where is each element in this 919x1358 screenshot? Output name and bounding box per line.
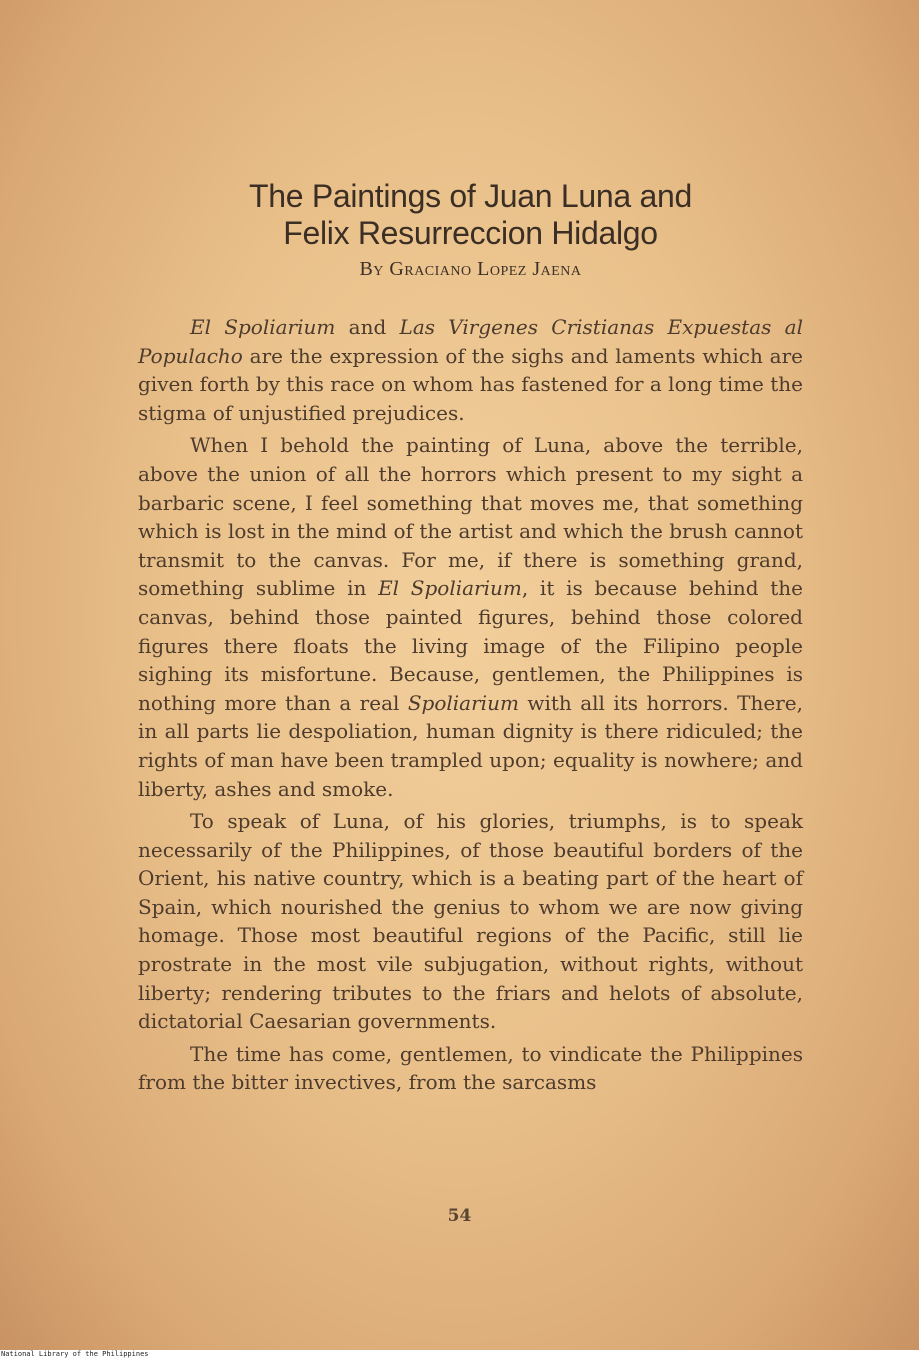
paragraph: [138, 431, 803, 803]
article-title-line-1: The Paintings of Juan Luna and: [249, 178, 692, 214]
paragraph: [138, 1040, 803, 1097]
italic-text-span: El Spoliarium: [190, 315, 336, 339]
text-span: with all its horrors. There, in all parts lie despoliation, human dignity is there ridiculed; the rights of man have been trampled upon; equality is nowhere; and liberty, ashes and smoke.: [138, 690, 803, 801]
text-span: When I behold the painting of Luna, above the terrible, above the union of all the horrors which present to my sight a barbaric scene, I feel something that moves me, that something which is lost in the mind of the artist and which the brush cannot transmit to the canvas. For me, if there is something grand, something sublime in: [138, 433, 803, 601]
text-span: , it is because behind the canvas, behind those painted figures, behind those colored figures there floats the living image of the Filipino people sighing its misfortune. Because, gentlemen, the Philippines is nothing more than a real: [138, 576, 803, 715]
article-title-line-2: Felix Resurreccion Hidalgo: [283, 215, 658, 251]
article-body: [138, 313, 803, 1101]
paragraph: [138, 807, 803, 1036]
footer-strip: [0, 1350, 919, 1358]
article-heading: [138, 178, 803, 282]
text-span: are the expression of the sighs and laments which are given forth by this race on whom has fastened for a long time the stigma of unjustified prejudices.: [138, 343, 803, 425]
library-credit: National Library of the Philippines: [1, 1350, 149, 1358]
author-byline: By Graciano Lopez Jaena: [359, 258, 582, 280]
italic-text-span: El Spoliarium: [378, 576, 522, 601]
text-span: The time has come, gentlemen, to vindicate the Philippines from the bitter invectives, from the sarcasms: [138, 1041, 803, 1095]
text-span: To speak of Luna, of his glories, triumphs, is to speak necessarily of the Philippines, of those beautiful borders of the Orient, his native country, which is a beating part of the heart of Spain, which nourished the genius to whom we are now giving homage. Those most beautiful regions of the Pacific, still lie prostrate in the most vile subjugation, without rights, without liberty; rendering tributes to the friars and helots of absolute, dictatorial Caesarian governments.: [138, 809, 803, 1034]
italic-text-span: Las Virgenes Cristianas Expuestas al Populacho: [138, 315, 803, 368]
italic-text-span: Spoliarium: [407, 690, 519, 715]
paragraph: [138, 313, 803, 427]
text-span: and: [335, 315, 400, 339]
page-number: 54: [447, 1206, 472, 1226]
